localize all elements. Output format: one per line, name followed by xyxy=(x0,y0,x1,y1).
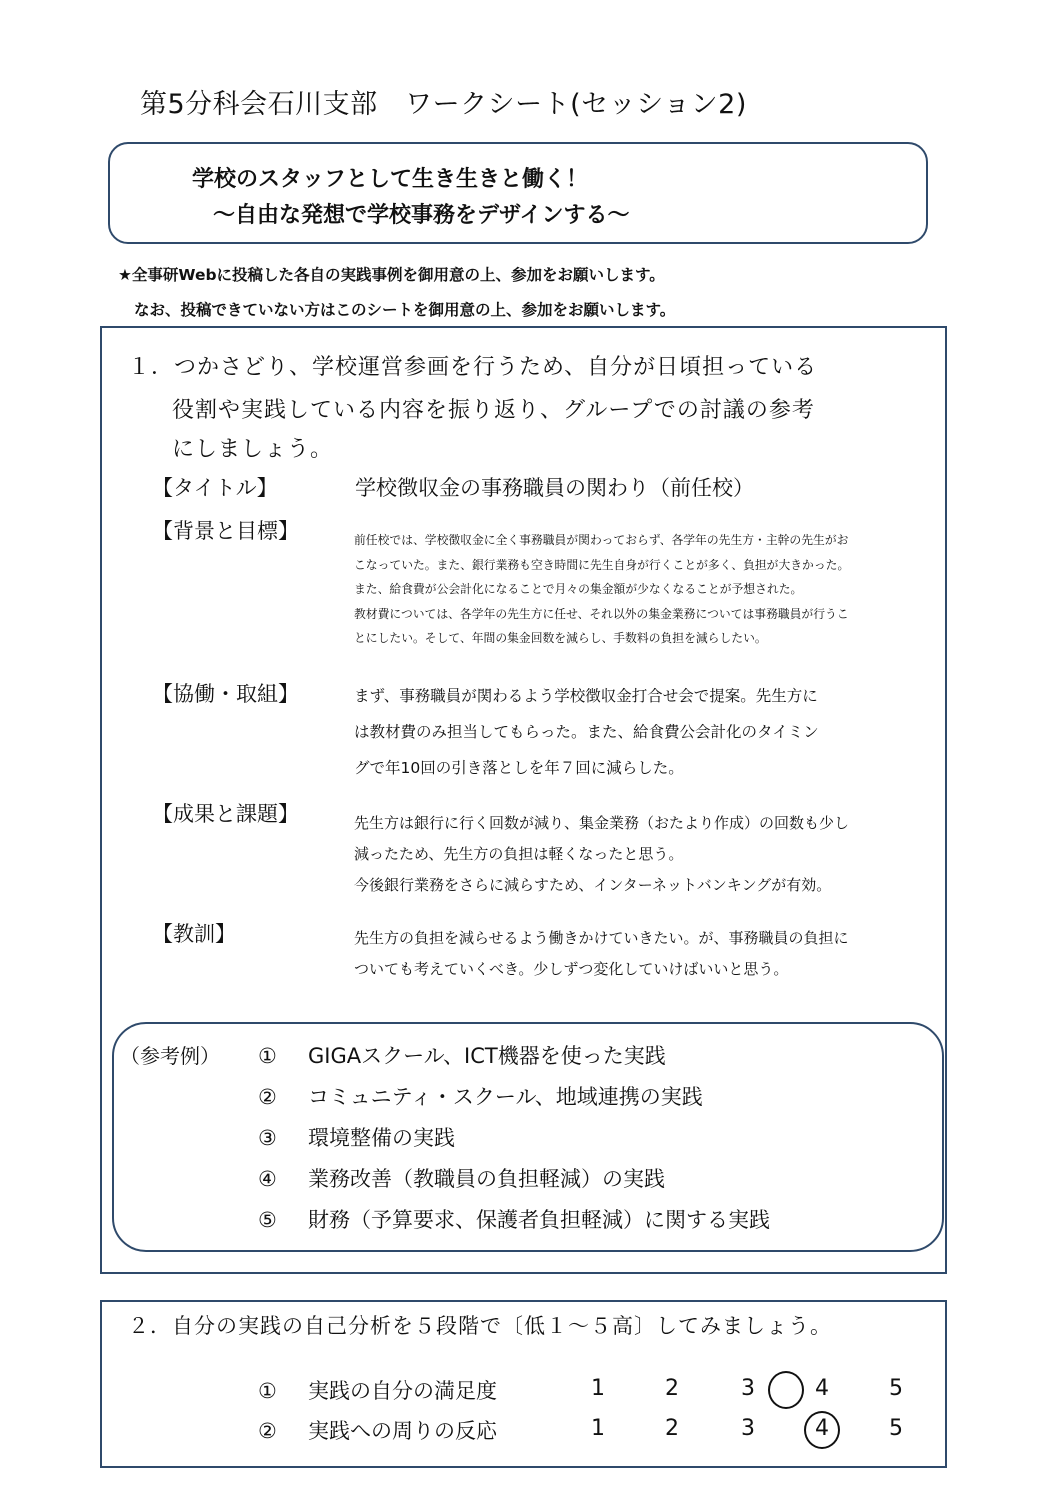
lesson-line: 先生方の負担を減らせるよう働きかけていきたい。が、事務職員の負担に xyxy=(354,929,849,947)
scale-3: 3 xyxy=(741,1416,755,1441)
title-label: 【タイトル】 xyxy=(152,476,278,500)
scale-1: 1 xyxy=(591,1416,605,1441)
result-line: 減ったため、先生方の負担は軽くなったと思う。 xyxy=(354,845,684,863)
result-line: 先生方は銀行に行く回数が減り、集金業務（おたより作成）の回数も少し xyxy=(354,814,850,832)
reference-item: ④ 業務改善（教職員の負担軽減）の実践 xyxy=(258,1167,665,1191)
background-line: とにしたい。そして、年間の集金回数を減らし、手数料の負担を減らしたい。 xyxy=(354,631,767,645)
lesson-line: ついても考えていくべき。少しずつ変化していけばいいと思う。 xyxy=(354,960,789,978)
scale-3: 3 xyxy=(741,1376,755,1401)
rating-circle-reaction[interactable] xyxy=(804,1411,840,1449)
reference-item: ⑤ 財務（予算要求、保護者負担軽減）に関する実践 xyxy=(258,1208,770,1232)
result-line: 今後銀行業務をさらに減らすため、インターネットバンキングが有効。 xyxy=(354,876,832,894)
scale-5: 5 xyxy=(889,1376,903,1401)
collab-line: は教材費のみ担当してもらった。また、給食費公会計化のタイミン xyxy=(354,723,819,741)
collab-line: まず、事務職員が関わるよう学校徴収金打合せ会で提案。先生方に xyxy=(354,687,818,705)
background-label: 【背景と目標】 xyxy=(152,519,299,543)
scale-4: 4 xyxy=(815,1376,829,1401)
collab-label: 【協働・取組】 xyxy=(152,682,299,706)
scale-2: 2 xyxy=(665,1376,679,1401)
background-line: また、給食費が公会計化になることで月々の集金額が少なくなることが予想された。 xyxy=(354,582,803,596)
notice-line1: ★全事研Webに投稿した各自の実践事例を御用意の上、参加をお願いします。 xyxy=(118,266,665,284)
scale-4: 4 xyxy=(815,1416,829,1441)
collab-text xyxy=(354,678,819,786)
notice-line2: なお、投稿できていない方はこのシートを御用意の上、参加をお願いします。 xyxy=(134,301,676,319)
reference-item: ③ 環境整備の実践 xyxy=(258,1126,455,1150)
question2: ２．自分の実践の自己分析を５段階で〔低１〜５高〕してみましょう。 xyxy=(128,1314,832,1338)
background-text xyxy=(354,528,849,651)
question1-line3: にしましょう。 xyxy=(172,437,334,462)
theme-title-line2: 〜自由な発想で学校事務をデザインする〜 xyxy=(213,203,630,228)
collab-line: グで年10回の引き落としを年７回に減らした。 xyxy=(354,759,684,777)
reference-label: （参考例） xyxy=(120,1044,220,1068)
rating-row-satisfaction: ① 実践の自分の満足度 xyxy=(258,1379,497,1403)
background-line: こなっていた。また、銀行業務も空き時間に先生自身が行くことが多く、負担が大きかった。 xyxy=(354,557,850,572)
rating-circle-satisfaction[interactable] xyxy=(768,1371,804,1409)
scale-1: 1 xyxy=(591,1376,605,1401)
question1-line1: １．つかさどり、学校運営参画を行うため、自分が日頃担っている xyxy=(128,355,818,380)
background-line: 教材費については、各学年の先生方に任せ、それ以外の集金業務については事務職員が行うこ xyxy=(354,606,849,621)
lesson-text xyxy=(354,923,849,985)
title-value: 学校徴収金の事務職員の関わり（前任校） xyxy=(355,476,754,500)
theme-title-line1: 学校のスタッフとして生き生きと働く！ xyxy=(192,167,589,192)
result-text xyxy=(354,808,849,901)
result-label: 【成果と課題】 xyxy=(152,802,299,826)
scale-2: 2 xyxy=(665,1416,679,1441)
page-title: 第5分科会石川支部 ワークシート(セッション2) xyxy=(140,89,747,120)
rating-row-reaction: ② 実践への周りの反応 xyxy=(258,1419,497,1443)
reference-item: ② コミュニティ・スクール、地域連携の実践 xyxy=(258,1085,703,1109)
question1-line2: 役割や実践している内容を振り返り、グループでの討議の参考 xyxy=(172,398,815,423)
scale-5: 5 xyxy=(889,1416,903,1441)
lesson-label: 【教訓】 xyxy=(152,922,236,946)
reference-item: ① GIGAスクール、ICT機器を使った実践 xyxy=(258,1044,666,1068)
background-line: 前任校では、学校徴収金に全く事務職員が関わっておらず、各学年の先生方・主幹の先生がお xyxy=(354,533,849,547)
